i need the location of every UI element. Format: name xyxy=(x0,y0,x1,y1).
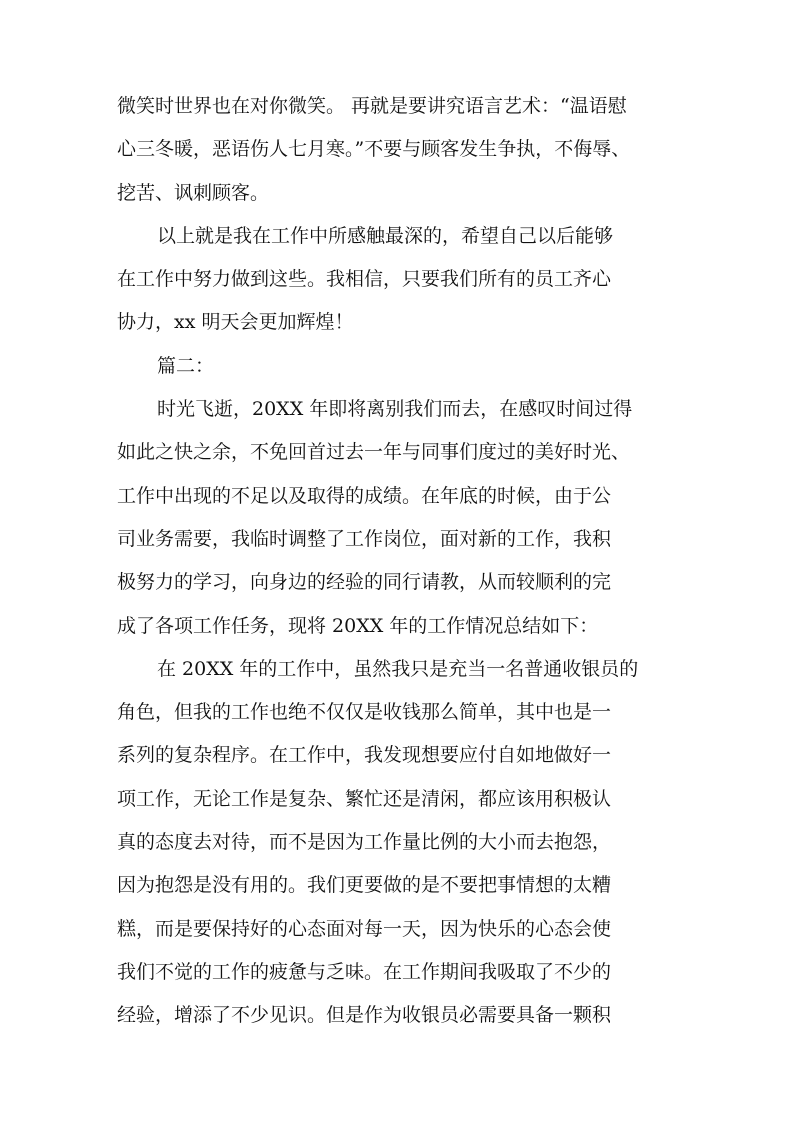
text-line: 项工作，无论工作是复杂、繁忙还是清闲，都应该用积极认 xyxy=(117,787,612,810)
text-line: 经验，增添了不少见识。但是作为收银员必需要具备一颗积 xyxy=(117,1004,612,1027)
text-line: 心三冬暖，恶语伤人七月寒。”不要与顾客发生争执，不侮辱、 xyxy=(117,138,631,161)
text-line: 真的态度去对待，而不是因为工作量比例的大小而去抱怨， xyxy=(117,831,612,854)
document-body xyxy=(117,85,677,1038)
text-line: 微笑时世界也在对你微笑。 再就是要讲究语言艺术：“温语慰 xyxy=(117,95,627,117)
text-line: 挖苦、讽刺顾客。 xyxy=(117,181,270,204)
text-line: 工作中出现的不足以及取得的成绩。在年底的时候，由于公 xyxy=(117,484,612,507)
text-line: 以上就是我在工作中所感触最深的，希望自己以后能够 xyxy=(157,224,614,247)
text-line: 角色，但我的工作也绝不仅仅是收钱那么简单，其中也是一 xyxy=(117,701,612,724)
text-line: 在 20XX 年的工作中，虽然我只是充当一名普通收银员的 xyxy=(157,657,639,680)
text-line: 如此之快之余，不免回首过去一年与同事们度过的美好时光、 xyxy=(117,441,631,464)
section-heading: 篇二： xyxy=(157,354,215,377)
text-line: 协力，xx 明天会更加辉煌！ xyxy=(117,311,354,334)
text-line: 在工作中努力做到这些。我相信，只要我们所有的员工齐心 xyxy=(117,268,612,291)
text-line: 极努力的学习，向身边的经验的同行请教，从而较顺利的完 xyxy=(117,571,612,594)
text-line: 时光飞逝，20XX 年即将离别我们而去，在感叹时间过得 xyxy=(157,398,633,421)
text-line: 司业务需要，我临时调整了工作岗位，面对新的工作，我积 xyxy=(117,527,612,550)
text-line: 成了各项工作任务，现将 20XX 年的工作情况总结如下： xyxy=(117,614,599,637)
text-line: 系列的复杂程序。在工作中，我发现想要应付自如地做好一 xyxy=(117,744,612,767)
text-line: 因为抱怨是没有用的。我们更要做的是不要把事情想的太糟 xyxy=(117,874,612,897)
text-line: 我们不觉的工作的疲惫与乏味。在工作期间我吸取了不少的 xyxy=(117,960,612,983)
text-line: 糕，而是要保持好的心态面对每一天，因为快乐的心态会使 xyxy=(117,917,612,940)
